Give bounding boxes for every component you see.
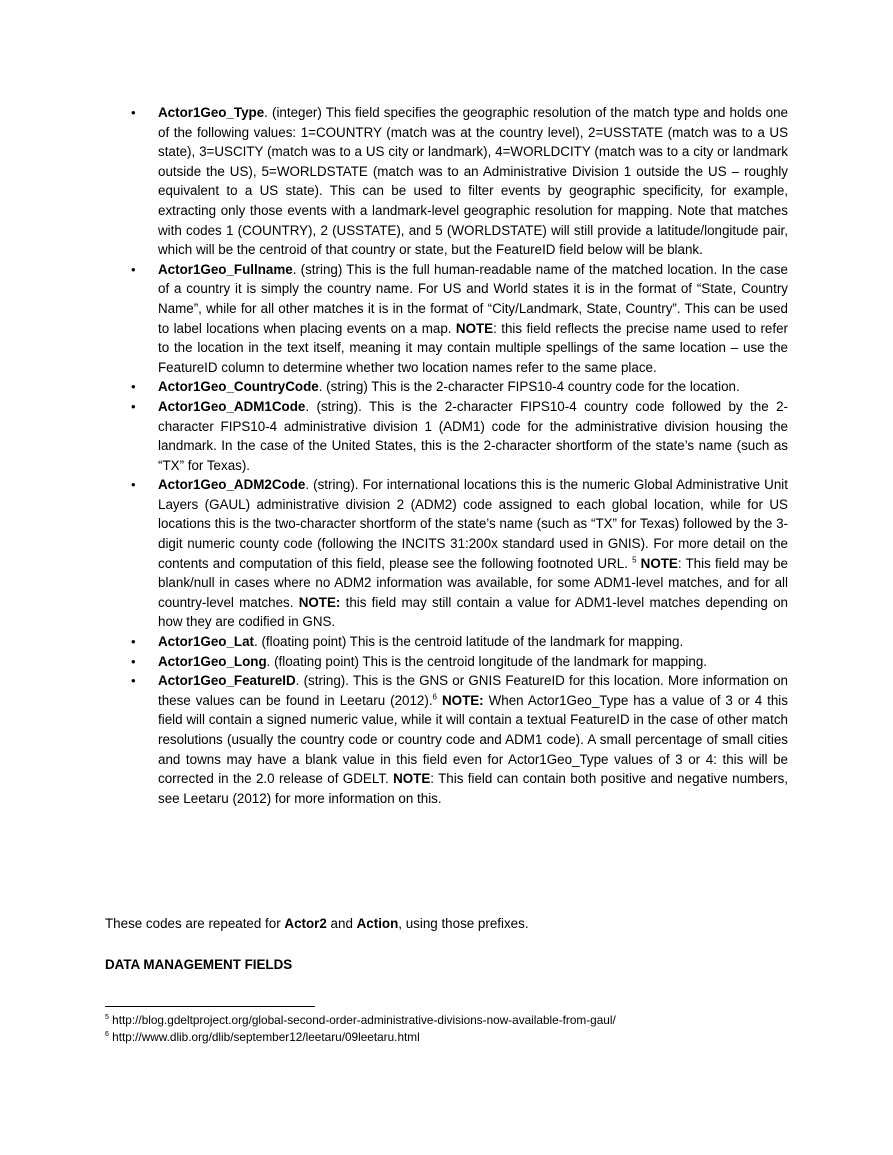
bullet-icon: •	[131, 634, 136, 650]
bullet-icon: •	[131, 261, 136, 277]
field-description-cont: this field may still contain a value for ADM1-level matches depending on how they are codified in GNS.	[158, 594, 789, 630]
list-item	[105, 671, 788, 808]
list-item	[105, 475, 788, 632]
footnote-item	[105, 1012, 788, 1029]
section-heading: DATA MANAGEMENT FIELDS	[105, 957, 293, 972]
list-item	[105, 397, 788, 475]
list-item	[105, 260, 788, 378]
bullet-icon: •	[131, 398, 136, 414]
repeat-note-paragraph	[105, 914, 788, 934]
field-description: . (string). This is the 2-character FIPS10-4 country code followed by the 2-character FIPS10-4 administrative division 1 (ADM1) code for the administrative division housing the landmark. In the case of the United States, this is the 2-character shortform of the state’s name (such as “TX” for Texas).	[158, 398, 788, 473]
bullet-icon: •	[131, 653, 136, 669]
paragraph-text: These codes are repeated for	[105, 916, 285, 931]
note-label: NOTE	[640, 555, 678, 571]
field-description-cont: : this field reflects the precise name used to refer to the location in the text itself, meaning it may contain multiple spellings of the same location – use the FeatureID column to determine whether two location names refer to the same place.	[158, 320, 788, 375]
field-term: Actor1Geo_Lat	[158, 634, 254, 650]
footnote-number: 5	[105, 1014, 109, 1022]
field-term: Actor1Geo_FeatureID	[158, 673, 296, 689]
field-description: . (string) This is the full human-readable name of the matched location. In the case of a country it is simply the country name. For US and World states it is in the format of “State, Country Name”, while for all other matches it is in the format of “City/Landmark, State, Country”. This can be used to label locations when placing events on a map.	[158, 261, 788, 336]
field-description-cont: : This field may be blank/null in cases where no ADM2 information was available, for some ADM1-level matches, and for all country-level matches.	[158, 555, 788, 610]
footnote-ref[interactable]: 6	[432, 692, 437, 702]
field-description: . (string). This is the GNS or GNIS FeatureID for this location. More information on these values can be found in Leetaru (2012).	[158, 673, 788, 708]
footnote-ref[interactable]: 5	[632, 555, 637, 565]
footnote-link[interactable]: http://blog.gdeltproject.org/global-second-order-administrative-divisions-now-available-from-gaul/	[108, 1013, 616, 1027]
list-item	[105, 377, 788, 397]
bullet-icon: •	[131, 105, 136, 120]
footnote-number: 6	[105, 1030, 109, 1038]
bullet-icon: •	[131, 673, 136, 689]
field-description: . (string). For international locations this is the numeric Global Administrative Unit Layers (GAUL) administrative division 2 (ADM2) code assigned to each global location, while for US locations this is the two-character shortform of the state’s name (such as “TX” for Texas) followed by the 3-digit numeric county code (following the INCITS 31:200x standard used in GNIS). For more detail on the contents and computation of this field, please see the following footnoted URL.	[158, 477, 788, 571]
field-description: . (string) This is the 2-character FIPS10-4 country code for the location.	[318, 379, 740, 395]
field-description-cont: When Actor1Geo_Type has a value of 3 or 4 this field will contain a signed numeric value, while it will contain a textual FeatureID in the case of other match resolutions (usually the country code or country code and ADM1 code). A small percentage of small cities and towns may have a blank value in this field even for Actor1Geo_Type values of 3 or 4: this will be corrected in the 2.0 release of GDELT.	[158, 692, 788, 787]
footnote-item	[105, 1029, 788, 1046]
field-list	[105, 103, 788, 808]
field-term: Actor1Geo_Fullname	[158, 261, 293, 277]
field-description: . (floating point) This is the centroid longitude of the landmark for mapping.	[266, 653, 708, 669]
action-label: Action	[356, 916, 399, 931]
footnotes	[105, 1012, 788, 1045]
field-term: Actor1Geo_ADM2Code	[158, 477, 306, 493]
bullet-icon: •	[131, 379, 136, 395]
field-term: Actor1Geo_Long	[158, 653, 267, 669]
note-label: NOTE	[455, 320, 494, 336]
field-description: . (floating point) This is the centroid latitude of the landmark for mapping.	[254, 634, 684, 650]
list-item	[105, 652, 788, 672]
field-description: . (integer) This field specifies the geographic resolution of the match type and holds one of the following values: 1=COUNTRY (match was at the country level), 2=USSTATE (match was to a US state), 3=USCITY (match was to a US city or landmark), 4=WORLDCITY (match was to a city or landmark outside the US), 5=WORLDSTATE (match was to an Administrative Division 1 outside the US – roughly equivalent to a US state). This can be used to filter events by geographic specificity, for example, extracting only those events with a landmark-level geographic resolution for mapping. Note that matches with codes 1 (COUNTRY), 2 (USSTATE), and 5 (WORLDSTATE) will still provide a latitude/longitude pair, which will be the centroid of that country or state, but the FeatureID field below will be blank.	[158, 105, 788, 258]
field-description-cont: : This field can contain both positive and negative numbers, see Leetaru (2012) for more information on this.	[158, 771, 788, 806]
field-term: Actor1Geo_ADM1Code	[158, 398, 306, 414]
note-label: NOTE:	[298, 594, 341, 610]
paragraph-text: and	[326, 916, 357, 931]
footnote-divider	[105, 1006, 315, 1007]
actor2-label: Actor2	[284, 916, 327, 931]
list-item	[105, 103, 788, 260]
field-term: Actor1Geo_Type	[158, 105, 265, 120]
list-item	[105, 632, 788, 652]
note-label: NOTE	[393, 771, 431, 787]
footnote-link[interactable]: http://www.dlib.org/dlib/september12/leetaru/09leetaru.html	[108, 1029, 420, 1044]
note-label: NOTE:	[441, 692, 484, 708]
bullet-icon: •	[131, 477, 136, 493]
field-term: Actor1Geo_CountryCode	[158, 379, 319, 395]
paragraph-text: , using those prefixes.	[398, 916, 529, 931]
